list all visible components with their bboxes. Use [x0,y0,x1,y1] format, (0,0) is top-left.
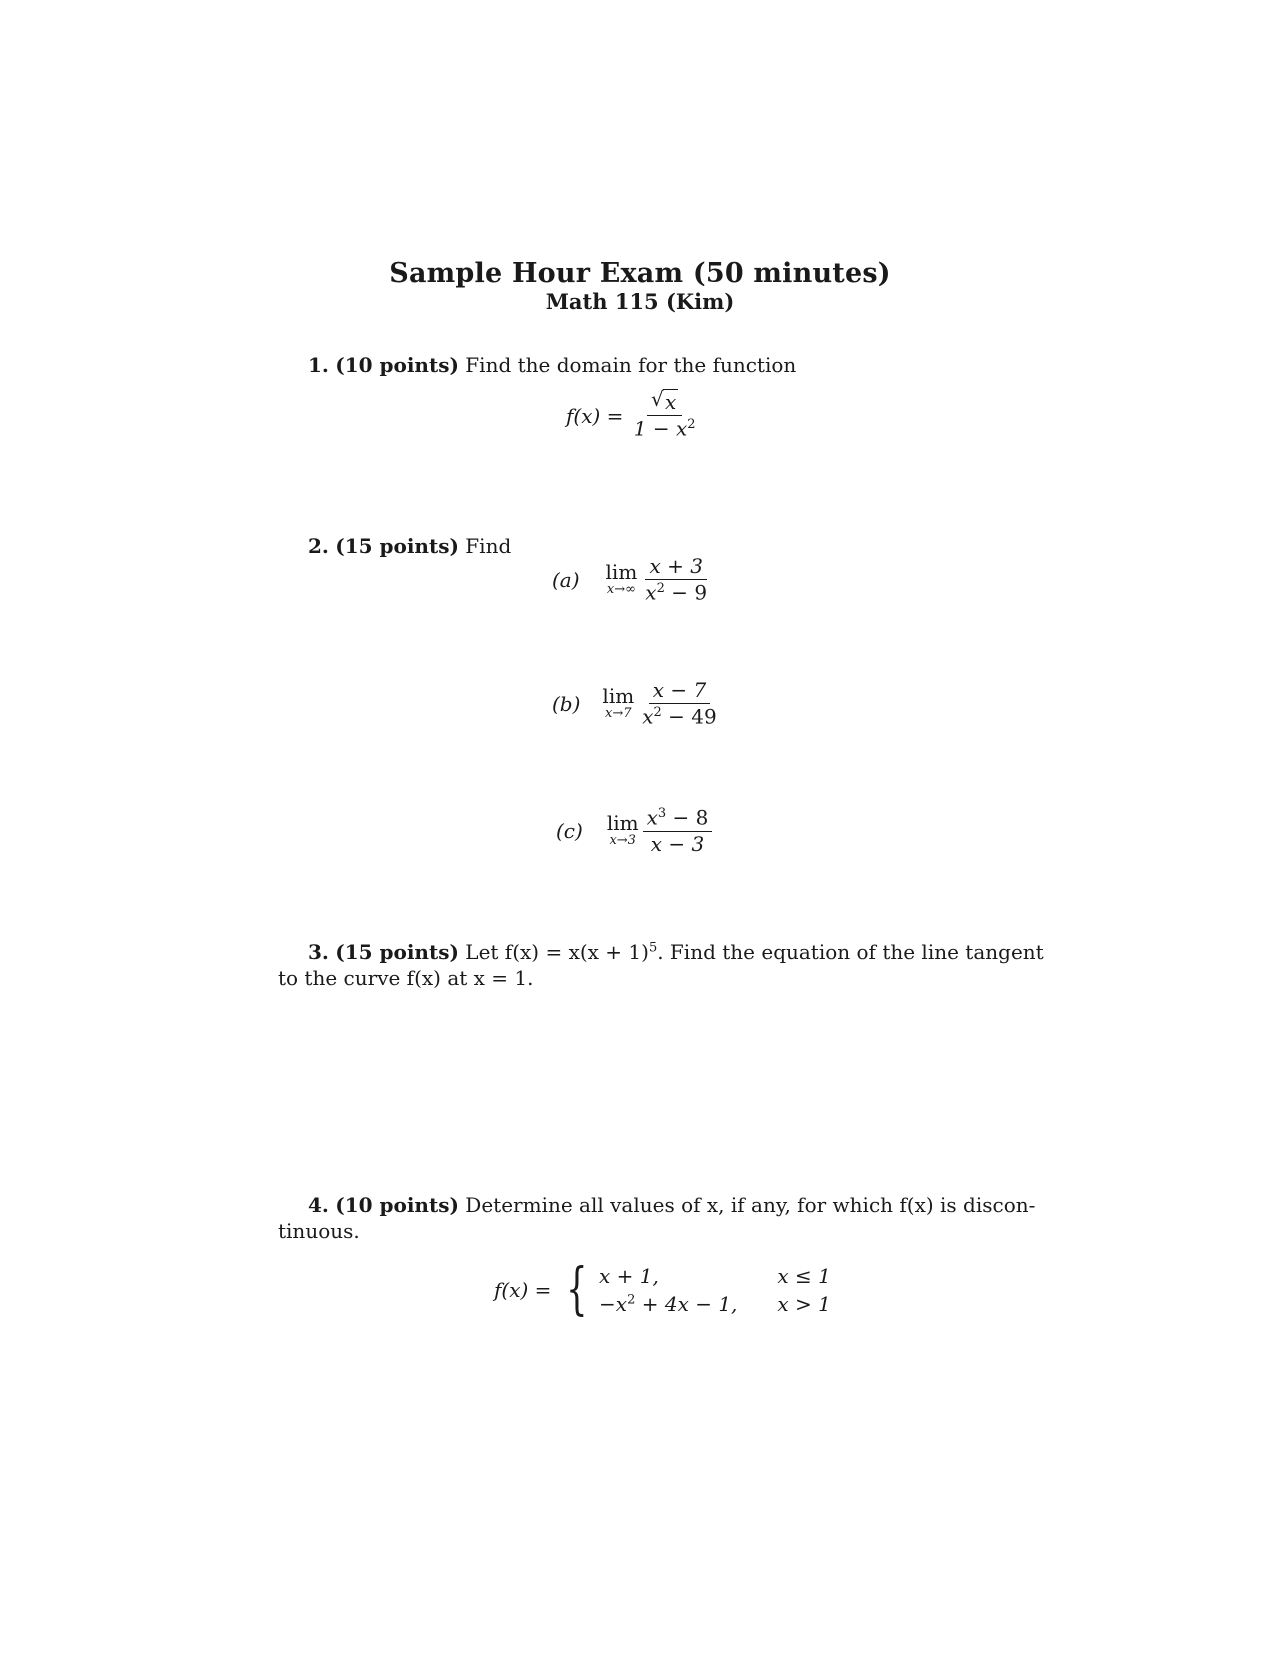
question-4-line-2: tinuous. [278,1219,360,1243]
case-1-expression: x + 1, [599,1264,659,1288]
question-4-piecewise [494,1257,831,1322]
q1-fraction [630,387,700,441]
question-1-prompt [308,353,796,377]
limit-operator: lim x→7 [602,684,635,722]
sqrt-icon: √ x [651,387,677,414]
question-1-formula [566,387,700,441]
question-3-line-2: to the curve f(x) at x = 1. [278,966,534,990]
case-1-condition: x ≤ 1 [777,1264,831,1288]
question-2-text: Find [465,534,512,558]
case-2-expression: $-x^2 + 4x - 1$, [599,1292,738,1316]
question-3-text-a: Let f(x) = x(x + 1) [465,940,649,964]
question-2-prompt [308,534,511,558]
question-4-text: Determine all values of x, if any, for which f(x) is discon- [465,1193,1036,1217]
question-2a [552,556,711,604]
question-2b [552,680,721,728]
question-4-number: 4. [308,1193,329,1217]
limit-fraction: $\frac{x^3 - 8}{x - 3}$ [643,807,713,855]
question-2-number: 2. [308,534,329,558]
limit-operator: lim x→3 [606,811,639,849]
question-2-points: (15 points) [335,534,459,558]
case-2-condition: x > 1 [777,1292,831,1316]
question-4-line-1 [308,1193,1035,1217]
q1-lhs: f(x) = [566,403,624,428]
question-4-points: (10 points) [335,1193,459,1217]
left-brace-icon: { [566,1257,588,1322]
question-3-text-b: . Find the equation of the line tangent [657,940,1044,964]
part-label: (a) [552,567,580,592]
question-1-text: Find the domain for the function [465,353,797,377]
q1-numerator: x [665,390,677,414]
page-subtitle: Math 115 (Kim) [545,289,735,314]
question-3-line-1 [308,940,1044,964]
question-3-number: 3. [308,940,329,964]
question-1-points: (10 points) [335,353,459,377]
question-3-exp: 5 [648,940,658,956]
page-title: Sample Hour Exam (50 minutes) [389,258,891,289]
question-2c [556,807,712,855]
part-label: (b) [552,691,581,716]
question-3-points: (15 points) [335,940,459,964]
q4-lhs: f(x) = [494,1278,552,1302]
q1-den-exp: 2 [687,417,696,432]
question-1-number: 1. [308,353,329,377]
limit-fraction: $\frac{x - 7}{x^2 - 49}$ [642,678,717,729]
q1-denominator: 1 − x [633,416,688,441]
part-label: (c) [556,818,583,843]
limit-fraction: $\frac{x + 3}{x^2 - 9}$ [645,554,708,605]
limit-operator: lim x→∞ [605,560,638,598]
piecewise-cases [599,1262,831,1318]
